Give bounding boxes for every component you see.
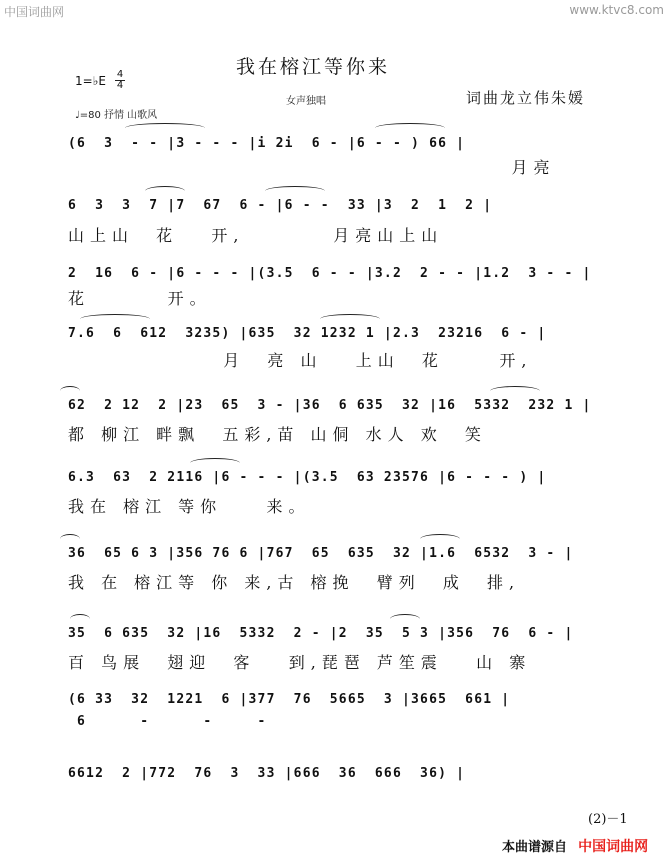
score-line — [60, 190, 580, 250]
source-credit — [502, 836, 648, 856]
notation: 2 16 6 - |6 - - - |(3.5 6 - - |3.2 2 - - |1.2 3 - - | — [68, 266, 592, 281]
lyrics: 山上山 花 开, 月亮山上山 — [68, 226, 444, 245]
slur — [320, 314, 380, 324]
notation: (6 33 32 1221 6 |377 76 5665 3 |3665 661 | — [68, 692, 511, 707]
time-numerator: 4 — [116, 69, 124, 80]
time-denominator: 4 — [116, 80, 124, 91]
slur — [80, 314, 150, 324]
notation: 62 2 12 2 |23 65 3 - |36 6 635 32 |16 5332 232 1 | — [68, 398, 592, 413]
key-signature: 1=♭E — [75, 74, 106, 88]
watermark-left: 中国词曲网 — [4, 5, 65, 19]
slur — [60, 386, 80, 396]
slur — [190, 458, 240, 468]
lyrics: 月 亮 山 上山 花 开, — [68, 351, 533, 370]
credits: 词曲龙立伟朱媛 — [466, 89, 586, 107]
notation: (6 3 - - |3 - - - |i 2i 6 - |6 - - ) 66 | — [68, 136, 466, 151]
slur — [265, 186, 325, 196]
lyrics: 花 开。 — [68, 289, 212, 308]
notation: 36 65 6 3 |356 76 6 |767 65 635 32 |1.6 6532 3 - | — [68, 546, 574, 561]
slur — [125, 123, 205, 133]
score-line — [60, 690, 580, 742]
lyrics: 百 鸟展 翅迎 客 到,琵琶 芦笙震 山 寨 — [68, 653, 532, 672]
slur — [420, 534, 460, 544]
slur — [375, 123, 445, 133]
tempo-style: ♩=80 抒情 山歌风 — [75, 110, 158, 121]
notation: 35 6 635 32 |16 5332 2 - |2 35 5 3 |356 76 6 - | — [68, 626, 574, 641]
score-line — [60, 618, 580, 676]
notation: 6.3 63 2 2116 |6 - - - |(3.5 63 23576 |6 - - - ) | — [68, 470, 547, 485]
watermark-right: www.ktvc8.com — [569, 3, 664, 17]
slur — [70, 614, 90, 624]
score-line — [60, 462, 580, 518]
lyrics: 我在 榕江 等你 来。 — [68, 497, 311, 516]
lyrics: 都 柳江 畔飘 五彩,苗 山侗 水人 欢 笑 — [68, 425, 487, 444]
slur — [145, 186, 185, 196]
slur — [490, 386, 540, 396]
notation: 6 3 3 7 |7 67 6 - |6 - - 33 |3 2 1 2 | — [68, 198, 493, 213]
slur — [390, 614, 420, 624]
score-line — [60, 390, 592, 448]
score-line — [60, 758, 580, 798]
time-signature — [115, 70, 125, 91]
lyrics: 我 在 榕江等 你 来,古 榕挽 臂列 成 排, — [68, 573, 521, 592]
performance-type: 女声独唱 — [286, 96, 326, 107]
source-site: 中国词曲网 — [578, 839, 649, 855]
score-line — [60, 128, 580, 180]
score-line — [60, 258, 592, 310]
source-label: 本曲谱源自 — [502, 840, 568, 855]
lyrics: 月亮 — [68, 158, 556, 177]
notation-lower-voice: 6 - - - — [68, 714, 267, 729]
song-title: 我在榕江等你来 — [236, 56, 391, 78]
notation: 6612 2 |772 76 3 33 |666 36 666 36) | — [68, 766, 466, 781]
notation: 7.6 6 612 3235) |635 32 1232 1 |2.3 23216 6 - | — [68, 326, 547, 341]
score-line — [60, 318, 580, 374]
page-number: (2)－1 — [588, 812, 628, 827]
score-line — [60, 538, 580, 596]
slur — [60, 534, 80, 544]
